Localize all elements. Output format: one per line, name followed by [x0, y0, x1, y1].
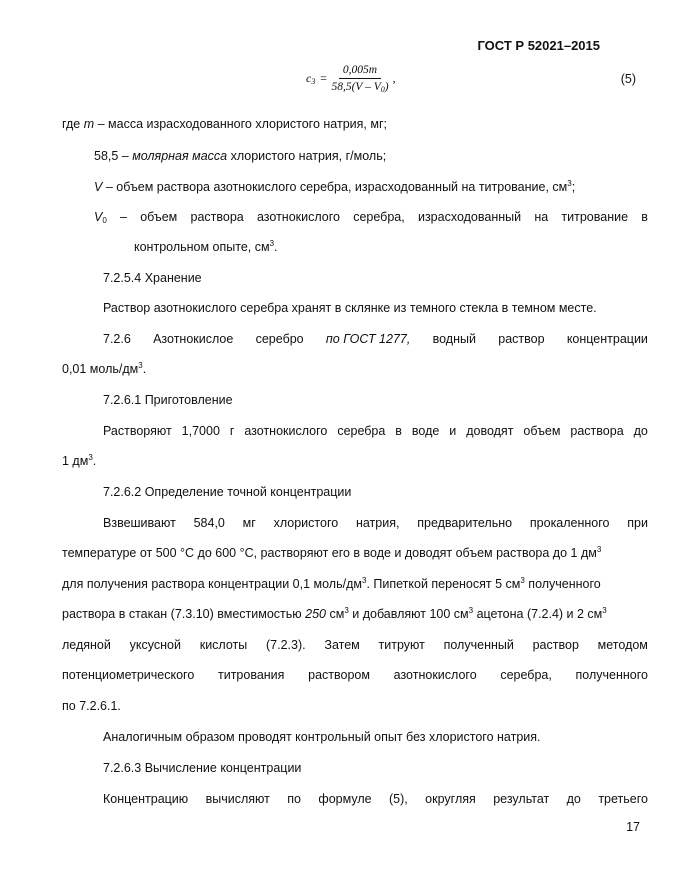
procedure-line6: потенциометрического титрования раствором азотнокислого серебра, полученного [62, 668, 648, 682]
formula-numerator: 0,005m [339, 64, 381, 79]
storage-paragraph: Раствор азотнокислого серебра хранят в склянке из темного стекла в темном месте. [103, 301, 597, 315]
page-number: 17 [626, 820, 640, 834]
preparation-line1: Растворяют 1,7000 г азотнокислого серебра в воде и доводят объем раствора до [103, 424, 648, 438]
formula-5 [306, 64, 396, 93]
section-7261-heading: 7.2.6.1 Приготовление [103, 393, 233, 407]
formula-comma: , [392, 71, 396, 85]
formula-equals: = [319, 71, 328, 85]
v0-definition-line2: контрольном опыте, $см^3$. [134, 239, 278, 254]
section-7262-heading: 7.2.6.2 Определение точной концентрации [103, 485, 352, 499]
where-m-line: где m – масса израсходованного хлористого натрия, мг; [62, 117, 387, 131]
calculation-line1: Концентрацию вычисляют по формуле (5), округляя результат до третьего [103, 792, 648, 806]
formula-fraction [331, 64, 388, 93]
procedure-line7: по 7.2.6.1. [62, 699, 121, 713]
molar-mass-line: 58,5 – молярная масса хлористого натрия, г/моль; [94, 149, 387, 163]
procedure-line4: раствора в стакан (7.3.10) вместимостью 250 $см^3$ и добавляют 100 $см^3$ ацетона (7.2.4) и 2 $см^3$ [62, 606, 607, 621]
equation-number: (5) [620, 72, 636, 86]
section-726-line2: 0,01 моль/$дм^3$. [62, 361, 147, 376]
procedure-line5: ледяной уксусной кислоты (7.2.3). Затем титруют полученный раствор методом [62, 638, 648, 652]
procedure-line3: для получения раствора концентрации 0,1 моль/$дм^3$. Пипеткой переносят 5 $см^3$ полученного [62, 576, 601, 591]
v0-definition-line1: $V_0$ – объем раствора азотнокислого серебра, израсходованный на титрование в [94, 210, 648, 225]
procedure-line2: температуре от 500 °С до 600 °С, растворяют его в воде и доводят объем раствора до 1 $дм^3$ [62, 545, 602, 560]
section-7263-heading: 7.2.6.3 Вычисление концентрации [103, 761, 302, 775]
section-7254-heading: 7.2.5.4 Хранение [103, 271, 202, 285]
formula-denominator: $58,5(V - V_0)$ [331, 81, 389, 94]
preparation-line2: 1 $дм^3$. [62, 453, 97, 468]
section-726-line1: 7.2.6 Азотнокислое серебро по ГОСТ 1277, водный раствор концентрации [103, 332, 648, 346]
procedure-line1: Взвешивают 584,0 мг хлористого натрия, предварительно прокаленного при [103, 516, 648, 530]
control-experiment-paragraph: Аналогичным образом проводят контрольный опыт без хлористого натрия. [103, 730, 541, 744]
v-definition-line: V – объем раствора азотнокислого серебра, израсходованный на титрование, $см^3$; [94, 179, 576, 194]
formula-lhs: $c_3$ [306, 71, 316, 86]
standard-header: ГОСТ Р 52021–2015 [477, 38, 600, 53]
